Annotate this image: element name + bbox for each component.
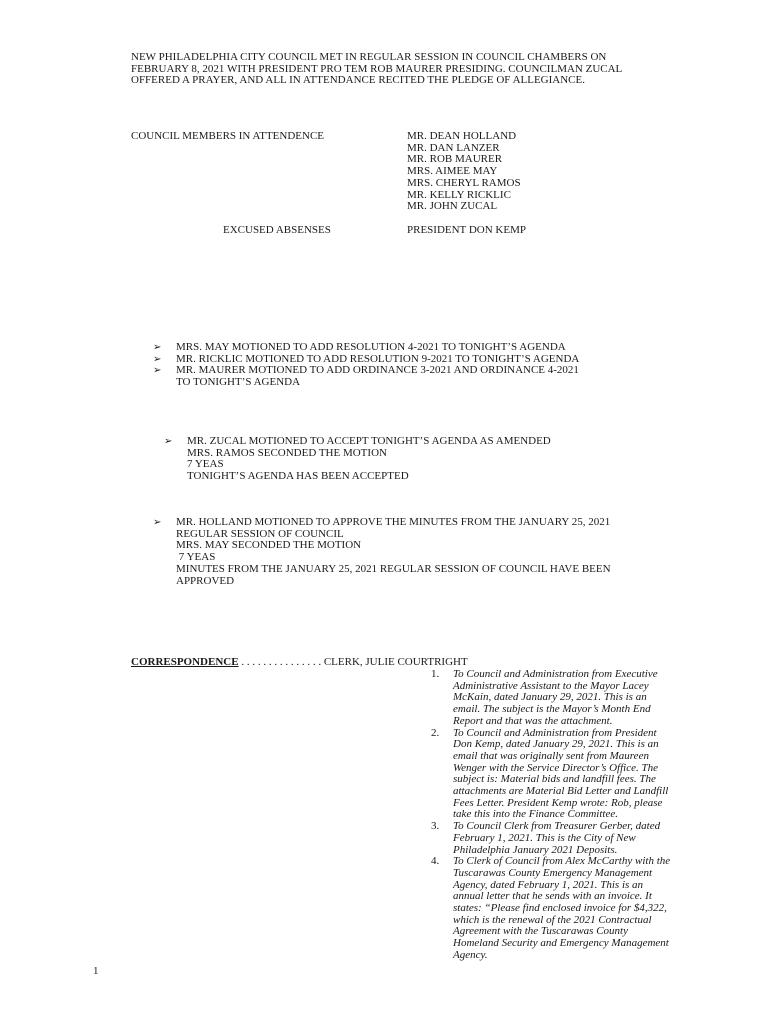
item-text-line: Don Kemp, dated January 29, 2021. This is an xyxy=(453,738,659,751)
item-number: 1. xyxy=(431,668,440,680)
item-text-line: Report and that was the attachment. xyxy=(453,714,613,727)
correspondence-title: CORRESPONDENCE xyxy=(131,656,239,668)
list-item xyxy=(431,821,711,856)
page-number: 1 xyxy=(93,965,99,977)
arrow-bullet-icon: ➢ xyxy=(153,353,162,365)
correspondence-heading xyxy=(131,657,468,669)
item-number: 3. xyxy=(431,820,440,833)
motion-text: TONIGHT’S AGENDA HAS BEEN ACCEPTED xyxy=(187,470,409,483)
item-text-line: To Council and Administration from President xyxy=(453,726,657,739)
item-text-line: email that was originally sent from Maureen xyxy=(453,749,649,762)
member-name: MR. JOHN ZUCAL xyxy=(407,200,498,213)
clerk-name: CLERK, JULIE COURTRIGHT xyxy=(323,656,468,668)
item-text-line: To Council Clerk from Treasurer Gerber, dated xyxy=(453,820,661,833)
list-item xyxy=(431,856,711,961)
list-item xyxy=(164,436,724,483)
item-number: 4. xyxy=(431,855,440,868)
list-item xyxy=(431,728,711,822)
intro-line: NEW PHILADELPHIA CITY COUNCIL MET IN REGULAR SESSION IN COUNCIL CHAMBERS ON xyxy=(131,51,607,63)
motion-text: MR. MAURER MOTIONED TO ADD ORDINANCE 3-2021 AND ORDINANCE 4-2021 xyxy=(176,364,579,377)
motion-text: 7 YEAS xyxy=(176,551,216,564)
member-name: MR. ROB MAURER xyxy=(407,153,503,166)
list-item xyxy=(153,517,713,587)
member-name: MR. DEAN HOLLAND xyxy=(407,130,517,142)
item-text-line: take this into the Finance Committee. xyxy=(453,808,618,821)
agenda-additions-list xyxy=(153,342,713,389)
item-number: 2. xyxy=(431,726,440,739)
item-text-line: Fees Letter. President Kemp wrote: Rob, please xyxy=(453,796,663,809)
item-text-line: Homeland Security and Emergency Management xyxy=(453,937,669,950)
motion-text: 7 YEAS xyxy=(187,458,224,471)
attendance-label: COUNCIL MEMBERS IN ATTENDENCE xyxy=(131,130,325,142)
member-name: MR. DAN LANZER xyxy=(407,141,500,154)
item-text-line: Agency. xyxy=(453,948,488,961)
motion-text: MR. ZUCAL MOTIONED TO ACCEPT TONIGHT’S AGENDA AS AMENDED xyxy=(187,435,551,447)
member-name: MR. KELLY RICKLIC xyxy=(407,188,511,201)
intro-paragraph xyxy=(131,52,691,87)
item-text-line: subject is: Material bids and landfill fees. The xyxy=(453,773,656,786)
arrow-bullet-icon: ➢ xyxy=(153,342,162,353)
item-text-line: To Clerk of Council from Alex McCarthy with the xyxy=(453,855,671,868)
item-text-line: Philadelphia January 2021 Deposits. xyxy=(453,843,618,856)
item-text-line: Wenger with the Service Director’s Office. The xyxy=(453,761,658,774)
member-name: MRS. CHERYL RAMOS xyxy=(407,176,521,189)
item-text-line: states: “Please find enclosed invoice for $4,322, xyxy=(453,902,667,915)
item-text-line: Administrative Assistant to the Mayor Lacey xyxy=(453,679,649,692)
item-text-line: Agreement with the Tuscarawas County xyxy=(453,925,628,938)
motion-text: MR. HOLLAND MOTIONED TO APPROVE THE MINUTES FROM THE JANUARY 25, 2021 xyxy=(176,516,611,528)
correspondence-list xyxy=(431,669,711,962)
motion-text: MRS. RAMOS SECONDED THE MOTION xyxy=(187,446,387,459)
motion-text: MRS. MAY MOTIONED TO ADD RESOLUTION 4-2021 TO TONIGHT’S AGENDA xyxy=(176,341,566,353)
motion-text: TO TONIGHT’S AGENDA xyxy=(176,376,301,389)
motion-text: REGULAR SESSION OF COUNCIL xyxy=(176,527,344,540)
arrow-bullet-icon: ➢ xyxy=(164,436,173,447)
item-text-line: email. The subject is the Mayor’s Month End xyxy=(453,703,651,716)
motion-text: APPROVED xyxy=(176,574,235,587)
item-text-line: Agency, dated February 1, 2021. This is an xyxy=(453,878,644,891)
list-item xyxy=(431,669,711,728)
item-text-line: attachments are Material Bid Letter and Landfill xyxy=(453,785,669,798)
attendance-members-list xyxy=(407,131,521,213)
intro-line: FEBRUARY 8, 2021 WITH PRESIDENT PRO TEM ROB MAURER PRESIDING. COUNCILMAN ZUCAL xyxy=(131,62,623,75)
excused-absences-value: PRESIDENT DON KEMP xyxy=(407,224,526,236)
motion-text: MR. RICKLIC MOTIONED TO ADD RESOLUTION 9-2021 TO TONIGHT’S AGENDA xyxy=(176,352,580,365)
arrow-bullet-icon: ➢ xyxy=(153,517,162,528)
intro-line: OFFERED A PRAYER, AND ALL IN ATTENDANCE RECITED THE PLEDGE OF ALLEGIANCE. xyxy=(131,74,585,87)
item-text-line: To Council and Administration from Executive xyxy=(453,668,658,680)
motion-text: MRS. MAY SECONDED THE MOTION xyxy=(176,539,362,552)
minutes-approval-block xyxy=(153,517,713,587)
arrow-bullet-icon: ➢ xyxy=(153,365,162,377)
item-text-line: McKain, dated January 29, 2021. This is an xyxy=(453,691,647,704)
item-text-line: annual letter that he sends with an invoice. It xyxy=(453,890,652,903)
agenda-acceptance-block xyxy=(164,436,724,483)
item-text-line: February 1, 2021. This is the City of New xyxy=(453,831,636,844)
item-text-line: which is the renewal of the 2021 Contractual xyxy=(453,913,652,926)
excused-absences-label: EXCUSED ABSENSES xyxy=(223,224,331,236)
dot-leader: . . . . . . . . . . . . . . . xyxy=(238,656,324,668)
member-name: MRS. AIMEE MAY xyxy=(407,165,498,178)
motion-text: MINUTES FROM THE JANUARY 25, 2021 REGULAR SESSION OF COUNCIL HAVE BEEN xyxy=(176,562,611,575)
list-item xyxy=(153,365,713,388)
item-text-line: Tuscarawas County Emergency Management xyxy=(453,866,653,879)
